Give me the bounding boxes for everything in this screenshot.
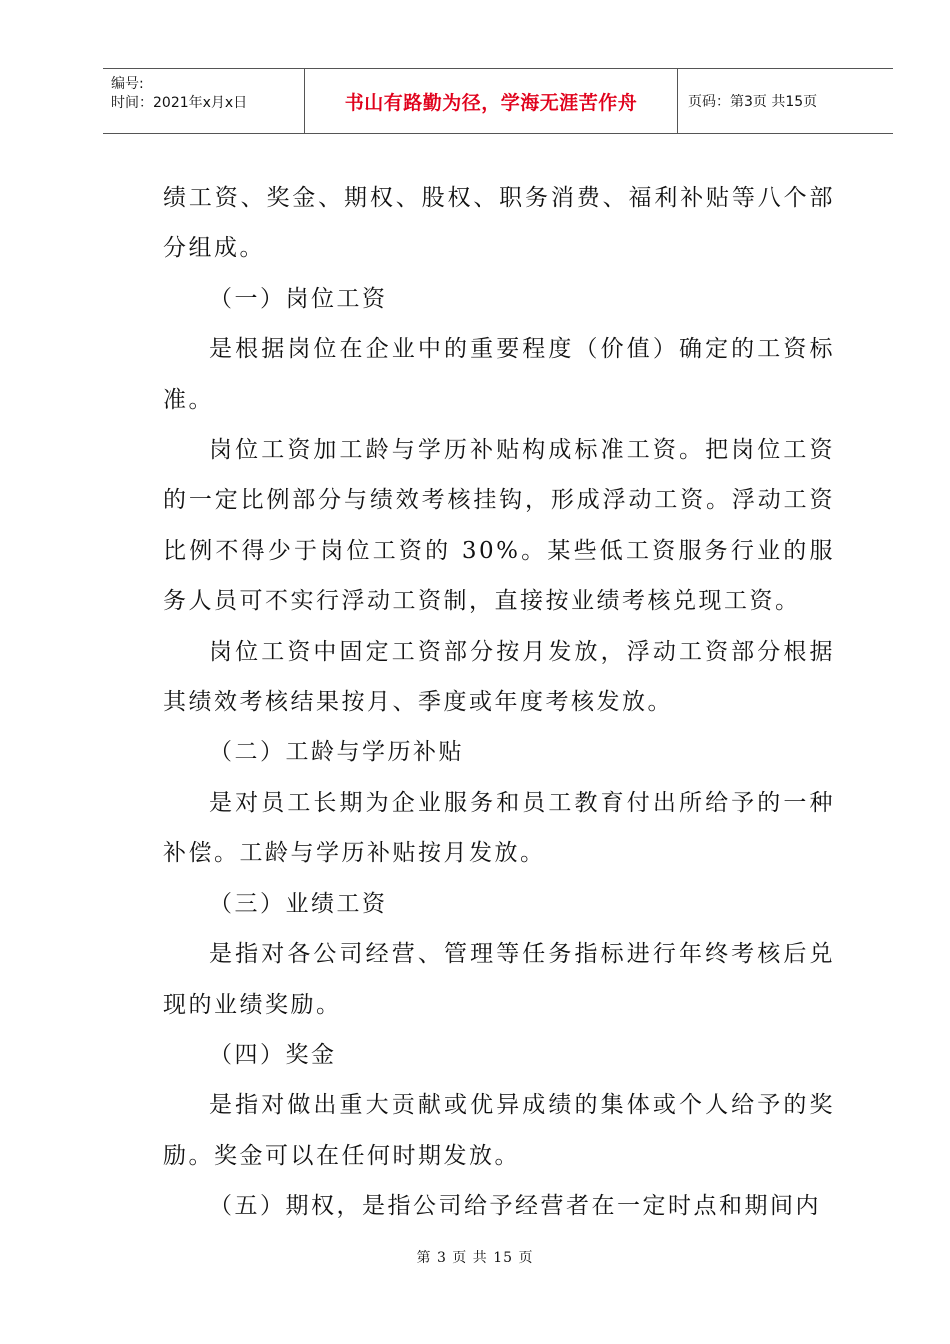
paragraph: 是指对做出重大贡献或优异成绩的集体或个人给予的奖励。奖金可以在任何时期发放。 bbox=[163, 1092, 835, 1169]
section-heading: （二）工龄与学历补贴 bbox=[209, 739, 464, 766]
paragraph: 岗位工资中固定工资部分按月发放，浮动工资部分根据其绩效考核结果按月、季度或年度考核发放。 bbox=[163, 638, 835, 716]
header-page-info: 页码：第3页 共15页 bbox=[688, 94, 818, 110]
document-date: 时间：2021年x月x日 bbox=[111, 95, 248, 111]
section-heading: （五）期权，是指公司给予经营者在一定时点和期间内 bbox=[209, 1193, 821, 1220]
section-heading: （一）岗位工资 bbox=[209, 285, 388, 312]
document-body bbox=[163, 173, 835, 1232]
header-motto: 书山有路勤为径，学海无涯苦作舟 bbox=[304, 69, 678, 133]
header-meta bbox=[103, 69, 304, 133]
paragraph: 是根据岗位在企业中的重要程度（价值）确定的工资标准。 bbox=[163, 336, 835, 413]
document-number-label: 编号: bbox=[111, 76, 144, 92]
paragraph: 是对员工长期为企业服务和员工教育付出所给予的一种补偿。工龄与学历补贴按月发放。 bbox=[163, 789, 835, 867]
paragraph: 是指对各公司经营、管理等任务指标进行年终考核后兑现的业绩奖励。 bbox=[163, 941, 835, 1018]
paragraph: 绩工资、奖金、期权、股权、职务消费、福利补贴等八个部分组成。 bbox=[163, 185, 835, 262]
section-heading: （三）业绩工资 bbox=[209, 890, 388, 917]
section-heading: （四）奖金 bbox=[209, 1041, 337, 1068]
paragraph: 岗位工资加工龄与学历补贴构成标准工资。把岗位工资的一定比例部分与绩效考核挂钩，形成浮动工资。浮动工资比例不得少于岗位工资的 30%。某些低工资服务行业的服务人员可不实行浮动工资制，直接按业绩考核兑现工资。 bbox=[163, 437, 835, 615]
page-header bbox=[103, 68, 893, 134]
page-footer: 第 3 页 共 15 页 bbox=[416, 1250, 534, 1266]
